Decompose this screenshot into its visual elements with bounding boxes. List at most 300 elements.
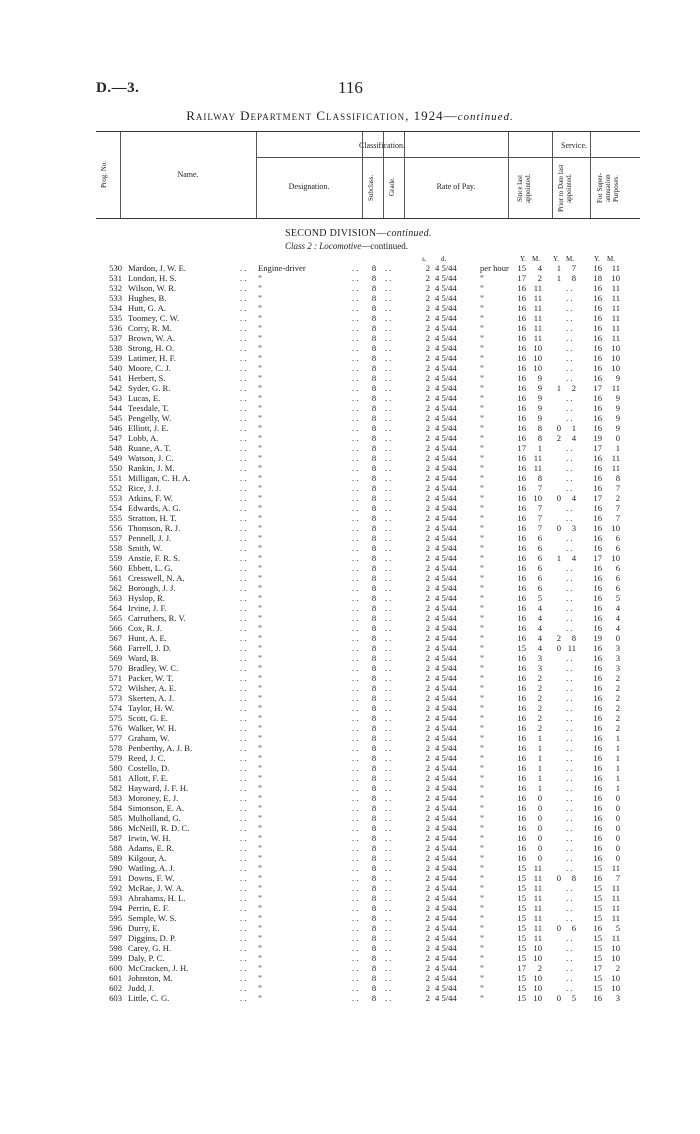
since-years: 16 — [517, 583, 526, 593]
leader-dots: . . — [352, 703, 359, 713]
rate-shillings: 2 — [425, 713, 430, 723]
prior-blank: . . — [566, 363, 573, 373]
section-title: SECOND DIVISION—continued. — [285, 228, 432, 239]
table-row — [0, 933, 700, 943]
table-row — [0, 793, 700, 803]
rate-shillings: 2 — [425, 573, 430, 583]
since-years: 15 — [517, 993, 526, 1003]
leader-dots: . . — [352, 803, 359, 813]
super-months: 1 — [615, 773, 620, 783]
rate-pence: 4 5/44 — [435, 983, 457, 993]
leader-dots: . . — [385, 443, 392, 453]
leader-dots: . . — [352, 363, 359, 373]
rate-per: ” — [480, 683, 484, 693]
since-months: 2 — [537, 703, 542, 713]
rate-per: ” — [480, 473, 484, 483]
table-row — [0, 453, 700, 463]
subclass: 8 — [371, 843, 377, 853]
super-months: 1 — [615, 743, 620, 753]
rate-per: ” — [480, 663, 484, 673]
table-row — [0, 923, 700, 933]
table-row — [0, 663, 700, 673]
designation: ” — [258, 583, 262, 593]
since-years: 16 — [517, 713, 526, 723]
prior-blank: . . — [566, 503, 573, 513]
super-years: 16 — [593, 423, 602, 433]
leader-dots: . . — [385, 923, 392, 933]
rate-per: ” — [480, 613, 484, 623]
prog-no: 545 — [109, 413, 122, 423]
super-years: 16 — [593, 413, 602, 423]
since-months: 9 — [537, 373, 542, 383]
rate-pence: 4 5/44 — [435, 963, 457, 973]
subclass: 8 — [371, 603, 377, 613]
leader-dots: . . — [352, 303, 359, 313]
since-months: 2 — [537, 693, 542, 703]
designation: ” — [258, 843, 262, 853]
rate-pence: 4 5/44 — [435, 313, 457, 323]
leader-dots: . . — [385, 643, 392, 653]
since-months: 3 — [537, 653, 542, 663]
since-years: 15 — [517, 863, 526, 873]
leader-dots: . . — [240, 413, 247, 423]
leader-dots: . . — [352, 813, 359, 823]
designation: ” — [258, 293, 262, 303]
rate-shillings: 2 — [425, 813, 430, 823]
table-row — [0, 843, 700, 853]
super-years: 16 — [593, 873, 602, 883]
subclass: 8 — [371, 673, 377, 683]
designation: ” — [258, 713, 262, 723]
rate-shillings: 2 — [425, 843, 430, 853]
since-years: 16 — [517, 723, 526, 733]
since-years: 15 — [517, 263, 526, 273]
since-months: 7 — [537, 513, 542, 523]
prog-no: 600 — [109, 963, 122, 973]
super-years: 16 — [593, 823, 602, 833]
rate-shillings: 2 — [425, 983, 430, 993]
leader-dots: . . — [385, 363, 392, 373]
super-years: 16 — [593, 693, 602, 703]
leader-dots: . . — [385, 763, 392, 773]
table-row — [0, 753, 700, 763]
since-months: 10 — [533, 953, 542, 963]
leader-dots: . . — [385, 883, 392, 893]
employee-name: Walker, W. H. — [128, 723, 177, 733]
leader-dots: . . — [385, 543, 392, 553]
table-row — [0, 503, 700, 513]
leader-dots: . . — [240, 543, 247, 553]
leader-dots: . . — [385, 753, 392, 763]
super-years: 16 — [593, 523, 602, 533]
since-years: 16 — [517, 743, 526, 753]
since-months: 8 — [537, 473, 542, 483]
prog-no: 565 — [109, 613, 122, 623]
super-years: 16 — [593, 263, 602, 273]
prog-no: 548 — [109, 443, 122, 453]
rate-pence: 4 5/44 — [435, 353, 457, 363]
prior-months: 8 — [571, 873, 576, 883]
subclass: 8 — [371, 463, 377, 473]
employee-name: Milligan, C. H. A. — [128, 473, 191, 483]
leader-dots: . . — [240, 743, 247, 753]
leader-dots: . . — [385, 533, 392, 543]
rate-per: ” — [480, 513, 484, 523]
leader-dots: . . — [385, 483, 392, 493]
super-years: 15 — [593, 973, 602, 983]
prior-blank: . . — [566, 593, 573, 603]
designation: ” — [258, 613, 262, 623]
prog-no: 530 — [109, 263, 122, 273]
leader-dots: . . — [352, 283, 359, 293]
rate-shillings: 2 — [425, 823, 430, 833]
leader-dots: . . — [352, 683, 359, 693]
since-months: 11 — [533, 453, 542, 463]
leader-dots: . . — [240, 893, 247, 903]
table-row — [0, 493, 700, 503]
super-years: 17 — [593, 963, 602, 973]
table-row — [0, 623, 700, 633]
prior-blank: . . — [566, 953, 573, 963]
since-years: 16 — [517, 793, 526, 803]
leader-dots: . . — [385, 613, 392, 623]
leader-dots: . . — [240, 843, 247, 853]
designation: ” — [258, 693, 262, 703]
rate-shillings: 2 — [425, 763, 430, 773]
rate-shillings: 2 — [425, 743, 430, 753]
prog-no: 536 — [109, 323, 122, 333]
since-months: 8 — [537, 433, 542, 443]
rate-pence: 4 5/44 — [435, 443, 457, 453]
since-years: 15 — [517, 913, 526, 923]
rate-pence: 4 5/44 — [435, 573, 457, 583]
since-months: 6 — [537, 573, 542, 583]
since-months: 11 — [533, 303, 542, 313]
rate-pence: 4 5/44 — [435, 763, 457, 773]
leader-dots: . . — [385, 583, 392, 593]
leader-dots: . . — [352, 873, 359, 883]
leader-dots: . . — [352, 343, 359, 353]
rate-per: ” — [480, 313, 484, 323]
since-years: 16 — [517, 303, 526, 313]
rate-shillings: 2 — [425, 273, 430, 283]
subclass: 8 — [371, 493, 377, 503]
rate-per: ” — [480, 973, 484, 983]
employee-name: Thomson, R. J. — [128, 523, 181, 533]
since-years: 16 — [517, 823, 526, 833]
leader-dots: . . — [385, 943, 392, 953]
rate-shillings: 2 — [425, 443, 430, 453]
since-years: 16 — [517, 733, 526, 743]
leader-dots: . . — [385, 933, 392, 943]
rate-per: ” — [480, 713, 484, 723]
leader-dots: . . — [352, 603, 359, 613]
subclass: 8 — [371, 473, 377, 483]
leader-dots: . . — [385, 983, 392, 993]
subclass: 8 — [371, 503, 377, 513]
super-years: 16 — [593, 373, 602, 383]
page-reference: D.—3. — [96, 80, 140, 96]
designation: ” — [258, 983, 262, 993]
subclass: 8 — [371, 903, 377, 913]
super-months: 10 — [611, 983, 620, 993]
leader-dots: . . — [385, 373, 392, 383]
leader-dots: . . — [352, 843, 359, 853]
leader-dots: . . — [352, 963, 359, 973]
super-months: 0 — [615, 833, 620, 843]
leader-dots: . . — [352, 523, 359, 533]
table-row — [0, 903, 700, 913]
since-years: 16 — [517, 373, 526, 383]
prior-blank: . . — [566, 323, 573, 333]
super-months: 0 — [615, 843, 620, 853]
super-months: 11 — [611, 323, 620, 333]
leader-dots: . . — [240, 353, 247, 363]
leader-dots: . . — [352, 733, 359, 743]
since-months: 11 — [533, 293, 542, 303]
rate-shillings: 2 — [425, 593, 430, 603]
since-years: 16 — [517, 463, 526, 473]
rate-per: ” — [480, 493, 484, 503]
super-years: 16 — [593, 283, 602, 293]
table-row — [0, 423, 700, 433]
since-years: 16 — [517, 553, 526, 563]
subclass: 8 — [371, 743, 377, 753]
super-months: 1 — [615, 443, 620, 453]
prior-blank: . . — [566, 623, 573, 633]
rate-per: ” — [480, 633, 484, 643]
rate-pence: 4 5/44 — [435, 263, 457, 273]
since-months: 7 — [537, 483, 542, 493]
leader-dots: . . — [352, 403, 359, 413]
leader-dots: . . — [240, 863, 247, 873]
staff-table-body — [0, 263, 700, 1003]
rate-shillings: 2 — [425, 303, 430, 313]
table-row — [0, 303, 700, 313]
leader-dots: . . — [352, 653, 359, 663]
rate-per: ” — [480, 463, 484, 473]
since-months: 10 — [533, 973, 542, 983]
table-row — [0, 673, 700, 683]
table-row — [0, 343, 700, 353]
super-years: 16 — [593, 453, 602, 463]
subclass: 8 — [371, 543, 377, 553]
super-months: 2 — [615, 703, 620, 713]
rate-per: ” — [480, 413, 484, 423]
super-months: 7 — [615, 503, 620, 513]
leader-dots: . . — [385, 293, 392, 303]
designation: ” — [258, 303, 262, 313]
employee-name: Pengelly, W. — [128, 413, 172, 423]
prog-no: 555 — [109, 513, 122, 523]
table-row — [0, 973, 700, 983]
employee-name: Ruane, A. T. — [128, 443, 171, 453]
since-years: 16 — [517, 653, 526, 663]
table-row — [0, 833, 700, 843]
subclass: 8 — [371, 643, 377, 653]
super-months: 5 — [615, 593, 620, 603]
super-years: 16 — [593, 543, 602, 553]
designation: ” — [258, 363, 262, 373]
leader-dots: . . — [385, 573, 392, 583]
designation: ” — [258, 543, 262, 553]
employee-name: Hughes, B. — [128, 293, 167, 303]
prior-blank: . . — [566, 443, 573, 453]
table-row — [0, 713, 700, 723]
rate-per: ” — [480, 403, 484, 413]
super-months: 3 — [615, 993, 620, 1003]
employee-name: McNeill, R. D. C. — [128, 823, 190, 833]
leader-dots: . . — [240, 753, 247, 763]
subclass: 8 — [371, 383, 377, 393]
super-months: 10 — [611, 343, 620, 353]
leader-dots: . . — [352, 453, 359, 463]
since-years: 16 — [517, 453, 526, 463]
super-years: 16 — [593, 603, 602, 613]
subclass: 8 — [371, 363, 377, 373]
rate-pence: 4 5/44 — [435, 533, 457, 543]
designation: Engine-driver — [258, 263, 306, 273]
rate-pence: 4 5/44 — [435, 643, 457, 653]
employee-name: Daly, P. C. — [128, 953, 165, 963]
leader-dots: . . — [352, 593, 359, 603]
rate-per: ” — [480, 383, 484, 393]
super-years: 16 — [593, 333, 602, 343]
prog-no: 554 — [109, 503, 122, 513]
rate-pence: 4 5/44 — [435, 543, 457, 553]
table-row — [0, 573, 700, 583]
designation: ” — [258, 783, 262, 793]
subclass: 8 — [371, 533, 377, 543]
prior-blank: . . — [566, 673, 573, 683]
since-months: 4 — [537, 643, 542, 653]
since-years: 16 — [517, 433, 526, 443]
rate-pence: 4 5/44 — [435, 613, 457, 623]
prior-blank: . . — [566, 823, 573, 833]
leader-dots: . . — [385, 263, 392, 273]
super-months: 2 — [615, 673, 620, 683]
since-years: 16 — [517, 313, 526, 323]
prog-no: 563 — [109, 593, 122, 603]
super-years: 16 — [593, 783, 602, 793]
designation: ” — [258, 393, 262, 403]
rate-shillings: 2 — [425, 493, 430, 503]
employee-name: London, H. S. — [128, 273, 177, 283]
since-months: 11 — [533, 323, 542, 333]
super-months: 11 — [611, 463, 620, 473]
rate-shillings: 2 — [425, 423, 430, 433]
prog-no: 572 — [109, 683, 122, 693]
rate-pence: 4 5/44 — [435, 323, 457, 333]
super-months: 11 — [611, 883, 620, 893]
since-years: 15 — [517, 893, 526, 903]
table-row — [0, 353, 700, 363]
rate-shillings: 2 — [425, 513, 430, 523]
prog-no: 585 — [109, 813, 122, 823]
since-months: 11 — [533, 873, 542, 883]
prog-no: 570 — [109, 663, 122, 673]
super-months: 3 — [615, 643, 620, 653]
leader-dots: . . — [385, 813, 392, 823]
prior-blank: . . — [566, 403, 573, 413]
since-years: 15 — [517, 943, 526, 953]
super-months: 0 — [615, 433, 620, 443]
rate-pence: 4 5/44 — [435, 653, 457, 663]
since-years: 15 — [517, 643, 526, 653]
subclass: 8 — [371, 313, 377, 323]
since-years: 16 — [517, 773, 526, 783]
prog-no: 603 — [109, 993, 122, 1003]
since-years: 16 — [517, 393, 526, 403]
leader-dots: . . — [385, 913, 392, 923]
leader-dots: . . — [240, 573, 247, 583]
super-months: 1 — [615, 783, 620, 793]
rate-pence: 4 5/44 — [435, 563, 457, 573]
rate-per: ” — [480, 643, 484, 653]
rate-pence: 4 5/44 — [435, 553, 457, 563]
header-service: Service. — [561, 141, 587, 150]
leader-dots: . . — [240, 833, 247, 843]
leader-dots: . . — [385, 463, 392, 473]
leader-dots: . . — [385, 713, 392, 723]
leader-dots: . . — [385, 323, 392, 333]
prog-no: 547 — [109, 433, 122, 443]
leader-dots: . . — [240, 953, 247, 963]
rate-pence: 4 5/44 — [435, 523, 457, 533]
designation: ” — [258, 663, 262, 673]
since-months: 11 — [533, 463, 542, 473]
leader-dots: . . — [240, 453, 247, 463]
super-years: 15 — [593, 893, 602, 903]
super-months: 4 — [615, 623, 620, 633]
rate-per: ” — [480, 773, 484, 783]
prog-no: 591 — [109, 873, 122, 883]
prior-blank: . . — [566, 813, 573, 823]
since-months: 11 — [533, 283, 542, 293]
leader-dots: . . — [352, 463, 359, 473]
since-months: 8 — [537, 423, 542, 433]
subclass: 8 — [371, 283, 377, 293]
class-title: Class 2 : Locomotive—continued. — [285, 241, 408, 251]
rate-pence: 4 5/44 — [435, 343, 457, 353]
rate-per: ” — [480, 803, 484, 813]
rate-shillings: 2 — [425, 523, 430, 533]
super-months: 0 — [615, 793, 620, 803]
rate-shillings: 2 — [425, 873, 430, 883]
rate-shillings: 2 — [425, 913, 430, 923]
designation: ” — [258, 793, 262, 803]
table-row — [0, 803, 700, 813]
super-months: 6 — [615, 563, 620, 573]
subclass: 8 — [371, 773, 377, 783]
employee-name: Moore, C. J. — [128, 363, 171, 373]
header-subclass: Subclass. — [367, 174, 375, 202]
leader-dots: . . — [240, 873, 247, 883]
since-months: 2 — [537, 963, 542, 973]
rate-shillings: 2 — [425, 363, 430, 373]
super-months: 2 — [615, 723, 620, 733]
employee-name: Abrahams, H. L. — [128, 893, 186, 903]
employee-name: Edwards, A. G. — [128, 503, 181, 513]
super-years: 16 — [593, 593, 602, 603]
super-months: 5 — [615, 923, 620, 933]
since-months: 9 — [537, 393, 542, 403]
rate-pence: 4 5/44 — [435, 273, 457, 283]
leader-dots: . . — [240, 473, 247, 483]
super-years: 16 — [593, 533, 602, 543]
table-row — [0, 873, 700, 883]
prog-no: 557 — [109, 533, 122, 543]
